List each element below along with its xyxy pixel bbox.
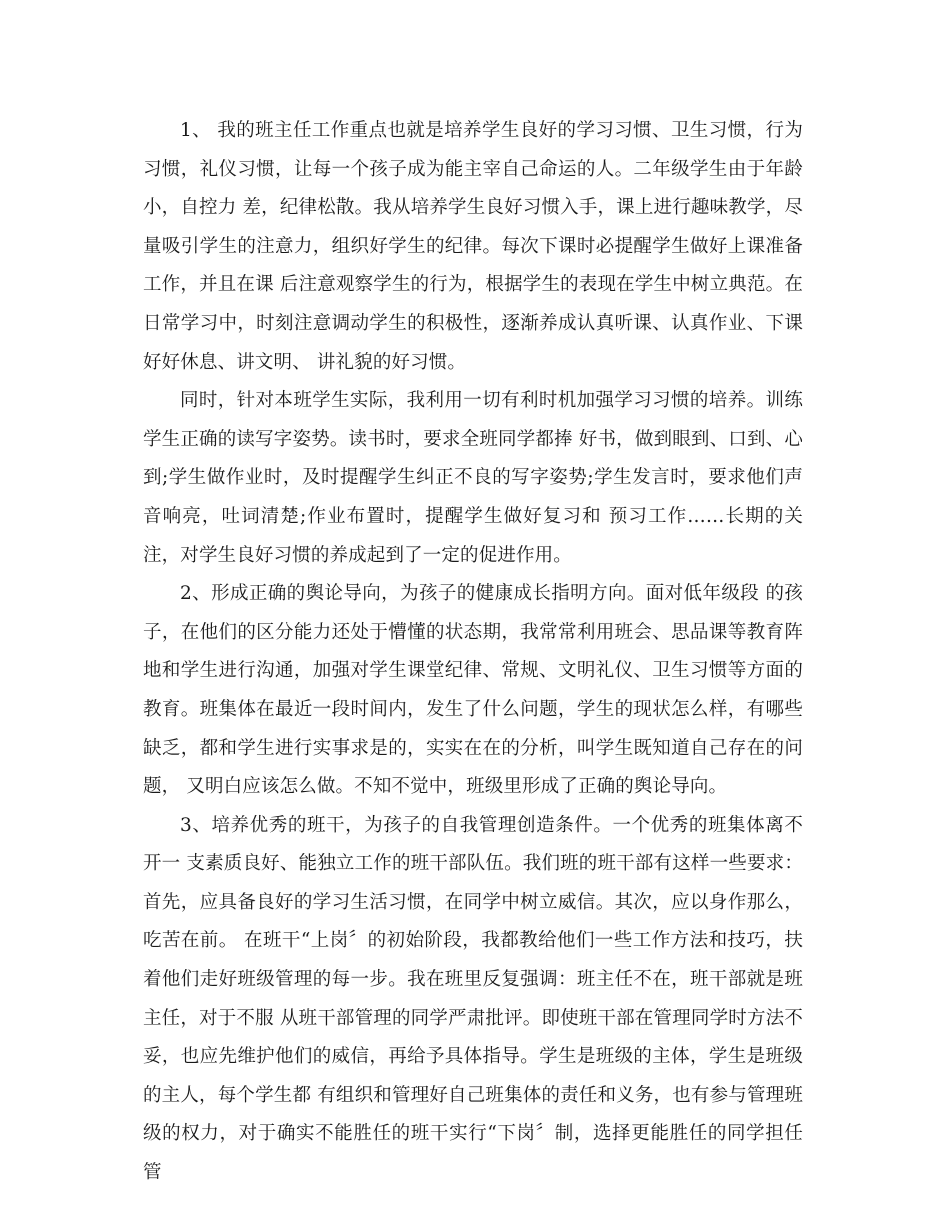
document-body: [143, 112, 803, 1193]
paragraph-public-opinion: 2、形成正确的舆论导向，为孩子的健康成长指明方向。面对低年级段 的孩子，在他们的区分能力还处于懵懂的状态期，我常常利用班会、思品课等教育阵地和学生进行沟通，加强对学生课堂纪律、常规、文明礼仪、卫生习惯等方面的教育。班集体在最近一段时间内，发生了什么问题，学生的现状怎么样，有哪些缺乏，都和学生进行实事求是的，实实在在的分析，叫学生既知道自己存在的问题， 又明白应该怎么做。不知不觉中，班级里形成了正确的舆论导向。: [143, 583, 803, 798]
paragraph-study-habits: 同时，针对本班学生实际，我利用一切有利时机加强学习习惯的培养。训练学生正确的读写字姿势。读书时，要求全班同学都捧 好书，做到眼到、口到、心到;学生做作业时，及时提醒学生纠正不良的写字姿势;学生发言时，要求他们声音响亮，吐词清楚;作业布置时，提醒学生做好复习和 预习工作……长期的关注，对学生良好习惯的养成起到了一定的促进作用。: [143, 390, 803, 566]
paragraph-class-cadres: 3、培养优秀的班干，为孩子的自我管理创造条件。一个优秀的班集体离不开一 支素质良好、能独立工作的班干部队伍。我们班的班干部有这样一些要求：首先，应具备良好的学习生活习惯，在同学中树立威信。其次，应以身作那么，吃苦在前。 在班干“上岗〞的初始阶段，我都教给他们一些工作方法和技巧，扶着他们走好班级管理的每一步。我在班里反复强调：班主任不在，班干部就是班主任，对于不服 从班干部管理的同学严肃批评。即使班干部在管理同学时方法不妥，也应先维护他们的威信，再给予具体指导。学生是班级的主体，学生是班级的主人，每个学生都 有组织和管理好自己班集体的责任和义务，也有参与管理班级的权力，对于确实不能胜任的班干实行“下岗〞制，选择更能胜任的同学担任管: [143, 814, 803, 1184]
paragraph-habits: 1、 我的班主任工作重点也就是培养学生良好的学习习惯、卫生习惯，行为习惯，礼仪习惯，让每一个孩子成为能主宰自己命运的人。二年级学生由于年龄小，自控力 差，纪律松散。我从培养学生良好习惯入手，课上进行趣味教学，尽量吸引学生的注意力，组织好学生的纪律。每次下课时必提醒学生做好上课准备工作，并且在课 后注意观察学生的行为，根据学生的表现在学生中树立典范。在日常学习中，时刻注意调动学生的积极性，逐渐养成认真听课、认真作业、下课好好休息、讲文明、 讲礼貌的好习惯。: [143, 120, 803, 373]
